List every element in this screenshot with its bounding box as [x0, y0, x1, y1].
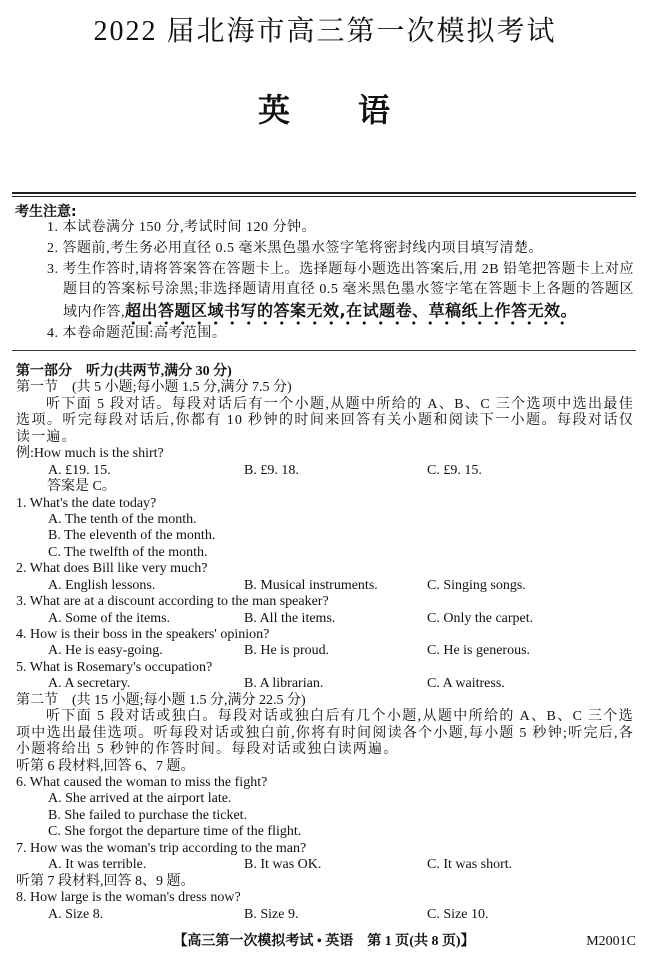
- footer-page-info: 【高三第一次模拟考试 • 英语 第 1 页(共 8 页)】: [173, 934, 475, 949]
- notice-item-1: 1. 本试卷满分 150 分,考试时间 120 分钟。: [47, 220, 316, 235]
- option-b: B. The eleventh of the month.: [48, 528, 216, 544]
- question-stem: 4. How is their boss in the speakers' opinion?: [16, 627, 270, 643]
- exam-title: 2022 届北海市高三第一次模拟考试: [93, 16, 557, 47]
- option-b: B. Musical instruments.: [244, 577, 378, 593]
- option-row: [16, 643, 634, 659]
- question-stem: 6. What caused the woman to miss the fight?: [16, 775, 268, 791]
- option-a: A. It was terrible.: [48, 857, 147, 873]
- footer-paper-code: M2001C: [586, 934, 636, 949]
- example-option-c: C. £9. 15.: [427, 462, 482, 478]
- subject-title: 英 语: [257, 92, 408, 128]
- listening-part: [16, 364, 634, 923]
- option-c: C. The twelfth of the month.: [48, 544, 208, 560]
- question-1: [16, 496, 634, 562]
- option-c: C. She forgot the departure time of the flight.: [48, 824, 302, 840]
- question-stem: 1. What's the date today?: [16, 495, 157, 511]
- question-7: [16, 841, 634, 874]
- section-1-instructions: 听下面 5 段对话。每段对话后有一个小题,从题中所给的 A、B、C 三个选项中选出最佳选项。听完每段对话后,你都有 10 秒钟的时间来回答有关小题和阅读下一小题。每段对话仅读一遍。: [16, 396, 634, 445]
- question-4: [16, 627, 634, 660]
- header-divider: [12, 192, 636, 197]
- option-c: C. He is generous.: [427, 643, 531, 659]
- option-b: B. All the items.: [244, 610, 336, 626]
- question-stem: 3. What are at a discount according to the man speaker?: [16, 594, 329, 610]
- question-8: [16, 890, 634, 923]
- question-stem: 5. What is Rosemary's occupation?: [16, 659, 213, 675]
- section-divider: [12, 350, 636, 351]
- material-label-6: 听第 6 段材料,回答 6、7 题。: [16, 758, 195, 774]
- question-stem: 2. What does Bill like very much?: [16, 561, 208, 577]
- option-b: B. A librarian.: [244, 676, 324, 692]
- notice-item-3-text: 3. 考生作答时,请将答案答在答题卡上。选择题每小题选出答案后,用 2B 铅笔把答题卡上对应题目的答案标号涂黑;非选择题请用直径 0.5 毫米黑色墨水签字笔在答题卡上各题的答题区域内作答,: [47, 261, 634, 321]
- option-c: C. Size 10.: [427, 906, 489, 922]
- example-option-b: B. £9. 18.: [244, 462, 299, 478]
- option-row: [16, 676, 634, 692]
- option-b: B. She failed to purchase the ticket.: [48, 807, 248, 823]
- question-stem: 7. How was the woman's trip according to the man?: [16, 840, 307, 856]
- option-b: B. He is proud.: [244, 643, 330, 659]
- example-options: [16, 463, 634, 479]
- part-heading: 第一部分 听力(共两节,满分 30 分): [16, 364, 232, 379]
- notice-list: [47, 218, 634, 345]
- example-option-a: A. £19. 15.: [48, 462, 111, 478]
- question-3: [16, 594, 634, 627]
- question-5: [16, 660, 634, 693]
- question-stem: 8. How large is the woman's dress now?: [16, 890, 241, 906]
- option-b: B. It was OK.: [244, 857, 322, 873]
- option-a: A. He is easy-going.: [48, 643, 163, 659]
- section-1-heading: 第一节 (共 5 小题;每小题 1.5 分,满分 7.5 分): [16, 380, 292, 396]
- option-c: C. A waitress.: [427, 676, 505, 692]
- option-c: C. Only the carpet.: [427, 610, 534, 626]
- option-row: [16, 857, 634, 873]
- option-c: C. Singing songs.: [427, 577, 526, 593]
- material-label-7: 听第 7 段材料,回答 8、9 题。: [16, 873, 195, 889]
- notice-item-3: [47, 260, 634, 324]
- option-row: [16, 578, 634, 594]
- notice-item-2: 2. 答题前,考生务必用直径 0.5 毫米黑色墨水签字笔将密封线内项目填写清楚。: [47, 240, 543, 256]
- option-row: [16, 611, 634, 627]
- notice-item-4: 4. 本卷命题范围:高考范围。: [47, 325, 227, 341]
- section-2-instructions: 听下面 5 段对话或独白。每段对话或独白后有几个小题,从题中所给的 A、B、C 三个选项中选出最佳选项。听每段对话或独白前,你将有时间阅读各个小题,每小题 5 秒钟;听完后,各小题将给出 5 秒钟的作答时间。每段对话或独白读两遍。: [16, 709, 634, 758]
- option-a: A. A secretary.: [48, 676, 131, 692]
- section-2-heading: 第二节 (共 15 小题;每小题 1.5 分,满分 22.5 分): [16, 692, 306, 708]
- question-6: [16, 775, 634, 841]
- option-a: A. She arrived at the airport late.: [48, 791, 232, 807]
- example-question-block: [16, 446, 634, 495]
- notice-item-3-emphasis: 超出答题区域书写的答案无效,在试题卷、草稿纸上作答无效。: [125, 301, 577, 325]
- option-a: A. English lessons.: [48, 577, 156, 593]
- option-c: C. It was short.: [427, 857, 513, 873]
- option-a: A. The tenth of the month.: [48, 511, 197, 527]
- example-question: 例:How much is the shirt?: [16, 446, 164, 462]
- option-a: A. Some of the items.: [48, 610, 171, 626]
- option-row: [16, 907, 634, 923]
- option-b: B. Size 9.: [244, 906, 299, 922]
- option-a: A. Size 8.: [48, 906, 104, 922]
- example-answer: 答案是 C。: [47, 479, 116, 495]
- notice-heading: 考生注意:: [15, 204, 77, 220]
- question-2: [16, 561, 634, 594]
